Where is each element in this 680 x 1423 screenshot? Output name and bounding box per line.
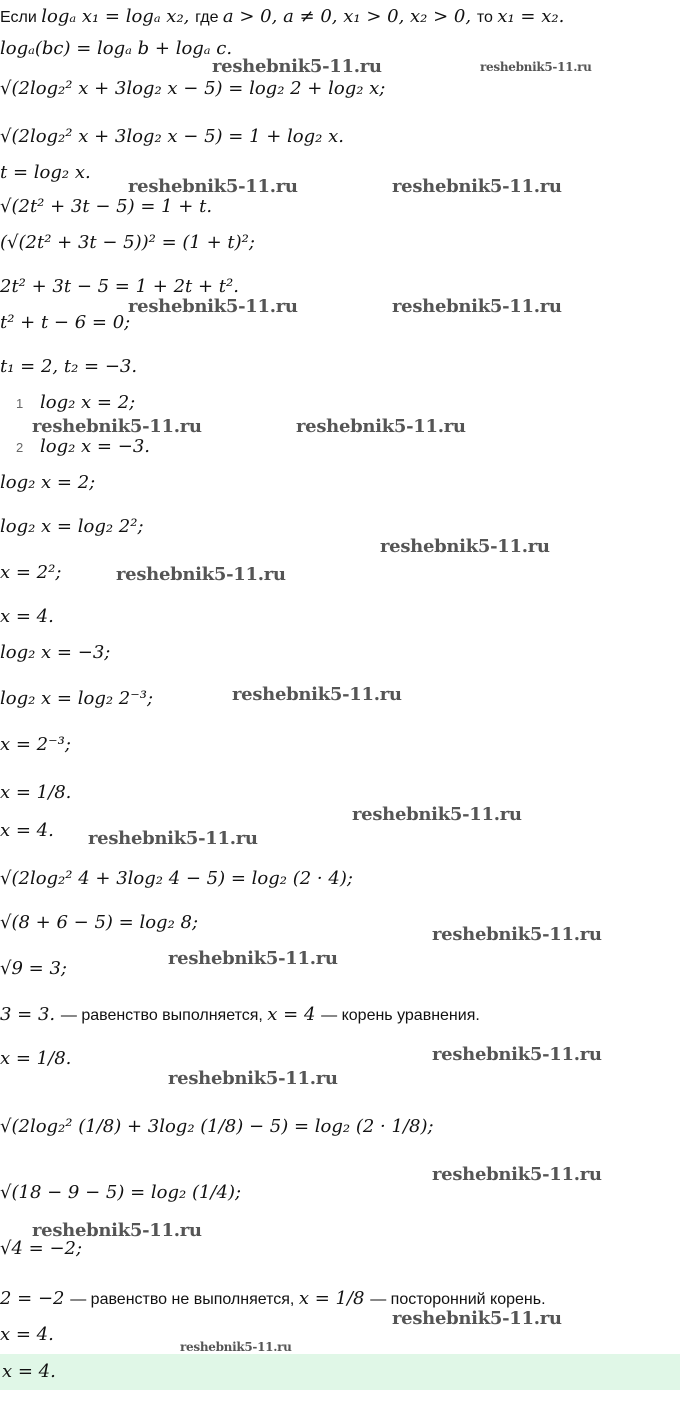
equation-step: √(2log₂² x + 3log₂ x − 5) = log₂ 2 + log₂ x;: [0, 78, 386, 99]
check-conclusion: [0, 1004, 480, 1027]
watermark: reshebnik5-11.ru: [392, 176, 562, 197]
equation-step: x = 1/8.: [0, 782, 72, 803]
watermark: reshebnik5-11.ru: [180, 1340, 292, 1354]
substitution: t = log₂ x.: [0, 162, 91, 183]
rule-equal-logs: [0, 6, 564, 29]
list-number: 1: [16, 396, 24, 411]
text: — равенство выполняется,: [60, 1007, 268, 1024]
check-root: x = 4.: [0, 820, 54, 841]
equation-step: x = 4.: [0, 1324, 54, 1345]
equation-step: t² + t − 6 = 0;: [0, 312, 131, 333]
equation-step: log₂ x = log₂ 2⁻³;: [0, 688, 154, 709]
math: x = 4: [267, 1004, 322, 1025]
math: x = 1/8: [298, 1288, 371, 1309]
watermark: reshebnik5-11.ru: [432, 924, 602, 945]
list-item: log₂ x = 2;: [40, 392, 136, 413]
answer-box: [0, 1354, 680, 1390]
text-then: то: [476, 9, 498, 26]
text-where: где: [195, 9, 223, 26]
math-conclusion: x₁ = x₂.: [497, 6, 565, 27]
math-log-equality: logₐ x₁ = logₐ x₂,: [41, 6, 196, 27]
equation-step: x = 2⁻³;: [0, 734, 71, 755]
list-number: 2: [16, 440, 24, 455]
text: — корень уравнения.: [321, 1007, 480, 1024]
equation-step: log₂ x = −3;: [0, 642, 111, 663]
equation-step: √(2log₂² x + 3log₂ x − 5) = 1 + log₂ x.: [0, 126, 344, 147]
math-conditions: a > 0, a ≠ 0, x₁ > 0, x₂ > 0,: [222, 6, 477, 27]
math: 3 = 3.: [0, 1004, 61, 1025]
check-root: x = 1/8.: [0, 1048, 72, 1069]
watermark: reshebnik5-11.ru: [88, 828, 258, 849]
watermark: reshebnik5-11.ru: [296, 416, 466, 437]
watermark: reshebnik5-11.ru: [432, 1044, 602, 1065]
equation-step: √(2t² + 3t − 5) = 1 + t.: [0, 196, 213, 217]
equation-step: √(2log₂² (1/8) + 3log₂ (1/8) − 5) = log₂ (2 · 1/8);: [0, 1116, 434, 1137]
watermark: reshebnik5-11.ru: [128, 176, 298, 197]
watermark: reshebnik5-11.ru: [480, 60, 592, 74]
equation-step: √(8 + 6 − 5) = log₂ 8;: [0, 912, 199, 933]
equation-step: x = 4.: [0, 606, 54, 627]
equation-step: √(2log₂² 4 + 3log₂ 4 − 5) = log₂ (2 · 4);: [0, 868, 353, 889]
watermark: reshebnik5-11.ru: [432, 1164, 602, 1185]
watermark: reshebnik5-11.ru: [380, 536, 550, 557]
list-item: log₂ x = −3.: [40, 436, 150, 457]
equation-step: x = 2²;: [0, 562, 62, 583]
text-if: Если: [0, 9, 42, 26]
watermark: reshebnik5-11.ru: [392, 296, 562, 317]
watermark: reshebnik5-11.ru: [32, 416, 202, 437]
equation-step: 2t² + 3t − 5 = 1 + 2t + t².: [0, 276, 239, 297]
watermark: reshebnik5-11.ru: [212, 56, 382, 77]
watermark: reshebnik5-11.ru: [352, 804, 522, 825]
watermark: reshebnik5-11.ru: [232, 684, 402, 705]
equation-step: √4 = −2;: [0, 1238, 83, 1259]
equation-step: log₂ x = 2;: [0, 472, 96, 493]
text: — равенство не выполняется,: [70, 1291, 299, 1308]
roots: t₁ = 2, t₂ = −3.: [0, 356, 138, 377]
watermark: reshebnik5-11.ru: [168, 948, 338, 969]
text: — посторонний корень.: [370, 1291, 546, 1308]
rule-log-product: logₐ(bc) = logₐ b + logₐ c.: [0, 38, 233, 59]
equation-step: (√(2t² + 3t − 5))² = (1 + t)²;: [0, 232, 255, 253]
watermark: reshebnik5-11.ru: [392, 1308, 562, 1329]
watermark: reshebnik5-11.ru: [116, 564, 286, 585]
equation-step: √(18 − 9 − 5) = log₂ (1/4);: [0, 1182, 242, 1203]
equation-step: √9 = 3;: [0, 958, 67, 979]
math: 2 = −2: [0, 1288, 71, 1309]
watermark: reshebnik5-11.ru: [32, 1220, 202, 1241]
watermark: reshebnik5-11.ru: [168, 1068, 338, 1089]
answer-value: x = 4.: [2, 1361, 56, 1382]
equation-step: log₂ x = log₂ 2²;: [0, 516, 144, 537]
watermark: reshebnik5-11.ru: [128, 296, 298, 317]
